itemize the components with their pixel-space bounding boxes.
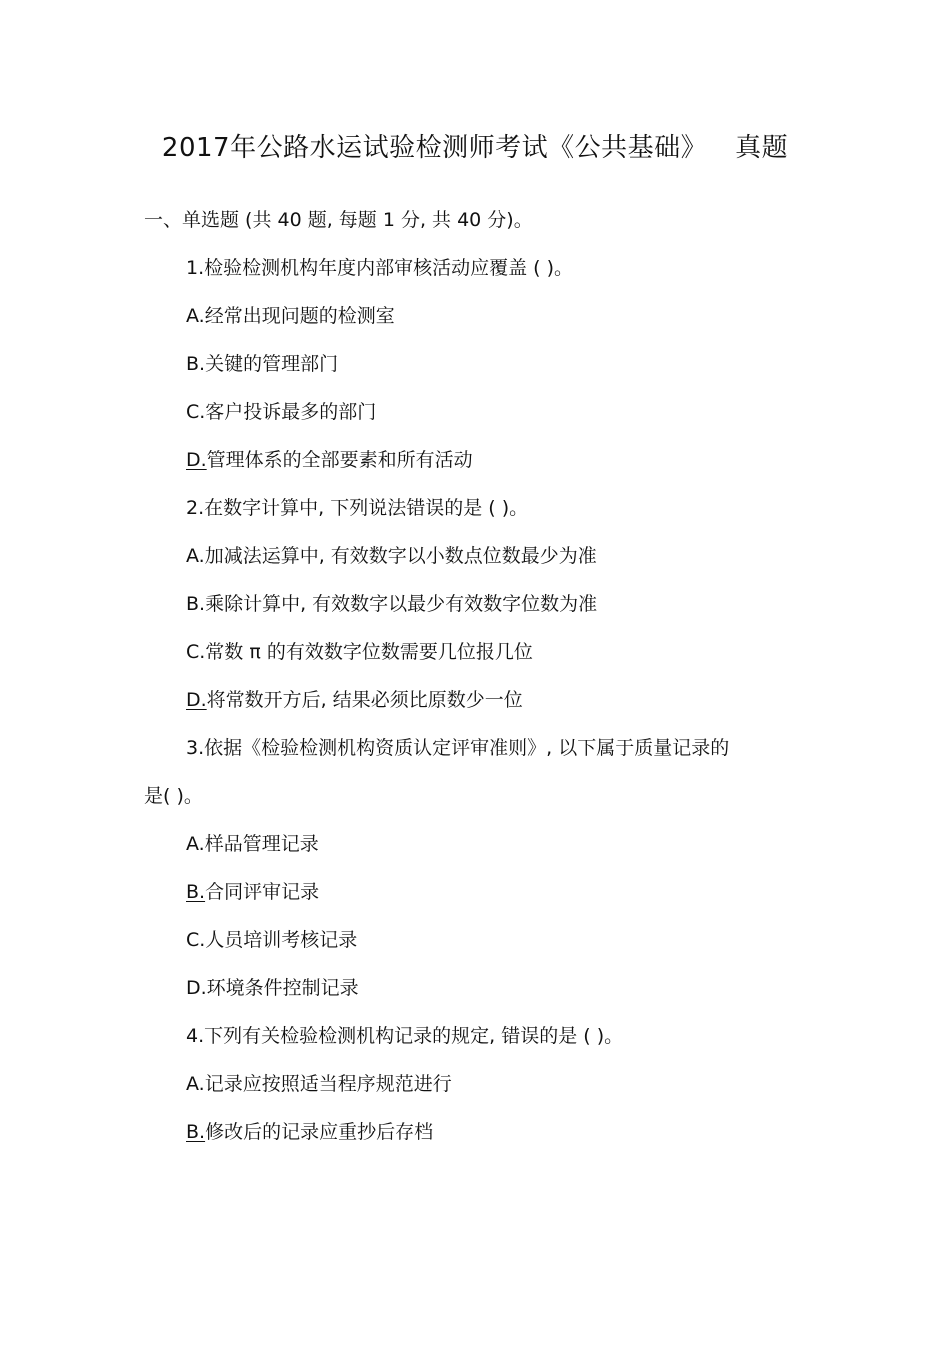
question-2-stem: 2.在数字计算中, 下列说法错误的是 ( )。 bbox=[186, 497, 529, 519]
question-4-option-b bbox=[186, 1118, 433, 1146]
question-1-option-d bbox=[186, 446, 473, 474]
question-1-option-b: B.关键的管理部门 bbox=[186, 353, 339, 375]
title-main: 2017年公路水运试验检测师考试《公共基础》 bbox=[161, 133, 708, 163]
question-3-option-a: A.样品管理记录 bbox=[186, 833, 319, 855]
title-tail: 真题 bbox=[735, 133, 789, 163]
question-1-option-a: A.经常出现问题的检测室 bbox=[186, 305, 395, 327]
question-2-option-d-text: 将常数开方后, 结果必须比原数少一位 bbox=[206, 689, 523, 711]
question-2-option-d-letter: D. bbox=[186, 689, 207, 711]
question-4-option-b-text: 修改后的记录应重抄后存档 bbox=[205, 1121, 434, 1143]
question-1-stem: 1.检验检测机构年度内部审核活动应覆盖 ( )。 bbox=[186, 257, 574, 279]
question-2-option-b: B.乘除计算中, 有效数字以最少有效数字位数为准 bbox=[186, 593, 598, 615]
question-4-option-b-letter: B. bbox=[186, 1121, 206, 1143]
question-1-option-d-letter: D. bbox=[186, 449, 207, 471]
question-2-option-d bbox=[186, 686, 523, 714]
question-3-stem-line-2: 是( )。 bbox=[144, 785, 203, 807]
question-4-stem: 4.下列有关检验检测机构记录的规定, 错误的是 ( )。 bbox=[186, 1025, 624, 1047]
question-3-option-d: D.环境条件控制记录 bbox=[186, 977, 359, 999]
question-2-option-c: C.常数 π 的有效数字位数需要几位报几位 bbox=[186, 641, 533, 663]
question-3-stem-line-1: 3.依据《检验检测机构资质认定评审准则》, 以下属于质量记录的 bbox=[186, 737, 730, 759]
question-2-option-a: A.加减法运算中, 有效数字以小数点位数最少为准 bbox=[186, 545, 597, 567]
document-title bbox=[0, 128, 950, 168]
section-heading: 一、单选题 (共 40 题, 每题 1 分, 共 40 分)。 bbox=[144, 209, 533, 231]
question-3-option-c: C.人员培训考核记录 bbox=[186, 929, 358, 951]
question-1-option-d-text: 管理体系的全部要素和所有活动 bbox=[206, 449, 473, 471]
question-3-option-b bbox=[186, 878, 319, 906]
question-3-option-b-text: 合同评审记录 bbox=[205, 881, 320, 903]
question-1-option-c: C.客户投诉最多的部门 bbox=[186, 401, 377, 423]
question-3-option-b-letter: B. bbox=[186, 881, 206, 903]
question-4-option-a: A.记录应按照适当程序规范进行 bbox=[186, 1073, 452, 1095]
